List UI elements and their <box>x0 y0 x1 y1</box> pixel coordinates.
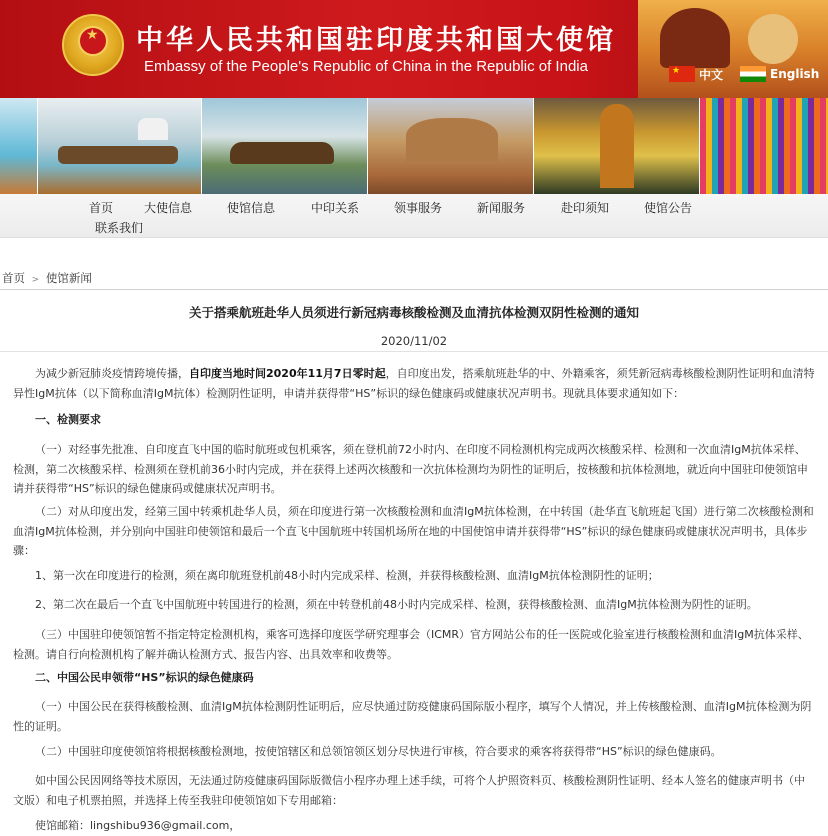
lang-en-link[interactable] <box>740 66 819 82</box>
article-paragraph: 1、第一次在印度进行的检测，须在离印航班登机前48小时内完成采样、检测，并获得核酸检测、血清IgM抗体检测阴性的证明； <box>35 569 659 582</box>
temple-decoration <box>638 0 828 98</box>
embassy-title-cn: 中华人民共和国驻印度共和国大使馆 <box>136 25 616 56</box>
nav-item-consular[interactable]: 领事服务 <box>394 201 443 215</box>
article-paragraph: （一）中国公民在获得核酸检测、血清IgM抗体检测阴性证明后，应尽快通过防疫健康码国际版小程序，填写个人情况，并上传核酸检测、血清IgM抗体检测为阴性的证明。 <box>13 700 812 733</box>
lang-en-label: English <box>770 67 820 81</box>
article-paragraph: 2、第二次在最后一个直飞中国航班中转国进行的检测，须在中转登机前48小时内完成采样、检测，获得核酸检测、血清IgM抗体检测为阴性的证明。 <box>35 598 758 611</box>
breadcrumb-home[interactable]: 首页 <box>2 271 25 285</box>
india-flag-icon <box>740 66 766 82</box>
nav-item-contact[interactable]: 联系我们 <box>95 221 144 235</box>
article-paragraph: （三）中国驻印使领馆暂不指定特定检测机构，乘客可选择印度医学研究理事会（ICMR）官方网站公布的任一医院或化验室进行核酸检测和血清IgM抗体采样、检测。请自行向检测机构了解并确认检测方式、报告内容、出具效率和收费等。 <box>13 628 809 661</box>
divider <box>0 351 828 352</box>
section-heading: 一、检测要求 <box>35 413 101 426</box>
nav-item-china-india-relations[interactable]: 中印关系 <box>311 201 360 215</box>
header-banner <box>0 0 828 98</box>
article-paragraph: 如中国公民因网络等技术原因，无法通过防疫健康码国际版微信小程序办理上述手续，可将个人护照资料页、核酸检测阴性证明、经本人签名的健康声明书（中文版）和电子机票拍照，并选择上传至我驻印使领馆如下专用邮箱： <box>13 774 805 807</box>
breadcrumb-current[interactable]: 使馆新闻 <box>45 271 92 285</box>
article-paragraph: （二）对从印度出发，经第三国中转乘机赴华人员，须在印度进行第一次核酸检测和血清IgM抗体检测，在中转国（赴华直飞航班起飞国）进行第二次核酸检测和血清IgM抗体检测，并分别向中国驻印使领馆和最后一个直飞中国航班中转国机场所在地的中国使馆申请并获得带“HS”标识的绿色健康码或健康状况声明书，具体步骤： <box>13 505 814 557</box>
lang-cn-label: 中文 <box>699 67 724 82</box>
photo-textiles <box>700 98 828 194</box>
photo-camels <box>38 98 202 194</box>
nav-item-embassy-info[interactable]: 使馆信息 <box>227 201 276 215</box>
article-date: 2020/11/02 <box>380 334 448 348</box>
nav-item-ambassador[interactable]: 大使信息 <box>144 201 193 215</box>
china-flag-icon <box>669 66 695 82</box>
article-paragraph: （二）中国驻印度使领馆将根据核酸检测地，按使馆辖区和总领馆领区划分尽快进行审核，符合要求的乘客将获得带“HS”标识的绿色健康码。 <box>35 745 722 758</box>
nav-item-announcements[interactable]: 使馆公告 <box>644 201 693 215</box>
nav-item-travel-notice[interactable]: 赴印须知 <box>561 201 610 215</box>
photo-temple <box>368 98 534 194</box>
photo-strip <box>0 98 828 194</box>
main-nav <box>0 194 828 238</box>
photo-beach <box>0 98 38 194</box>
email-label: 使馆邮箱： <box>35 819 90 832</box>
national-emblem-icon: ★ <box>62 14 124 76</box>
divider <box>0 289 828 290</box>
breadcrumb <box>2 270 92 286</box>
embassy-title-en: Embassy of the People's Republic of China in the Republic of India <box>144 58 588 75</box>
photo-houseboat <box>202 98 368 194</box>
breadcrumb-separator: > <box>31 275 40 285</box>
section-heading: 二、中国公民申领带“HS”标识的绿色健康码 <box>35 671 254 684</box>
email-line <box>13 816 815 836</box>
article-paragraph: 为减少新冠肺炎疫情跨境传播，自印度当地时间2020年11月7日零时起，自印度出发，搭乘航班赴华的中、外籍乘客，须凭新冠病毒核酸检测阴性证明和血清特异性IgM抗体（以下简称血清IgM抗体）检测阴性证明，申请并获得带“HS”标识的绿色健康码或健康状况声明书。现就具体要求通知如下： <box>13 367 815 400</box>
article-title: 关于搭乘航班赴华人员须进行新冠病毒核酸检测及血清抗体检测双阴性检测的通知 <box>188 305 639 320</box>
email-address[interactable]: lingshibu936@gmail.com， <box>90 819 241 832</box>
nav-item-home[interactable]: 首页 <box>89 201 114 215</box>
nav-item-news[interactable]: 新闻服务 <box>477 201 526 215</box>
article-paragraph: （一）对经事先批准、自印度直飞中国的临时航班或包机乘客，须在登机前72小时内、在印度不同检测机构完成两次核酸采样、检测和一次血清IgM抗体采样、检测，第二次核酸采样、检测须在登机前36小时内完成，并在获得上述两次核酸和一次抗体检测均为阴性的证明后，按核酸和抗体检测地，就近向中国驻印使领馆申请并获得带“HS”标识的绿色健康码或健康状况声明书。 <box>13 443 808 495</box>
lang-cn-link[interactable] <box>669 66 723 82</box>
photo-tower <box>534 98 700 194</box>
